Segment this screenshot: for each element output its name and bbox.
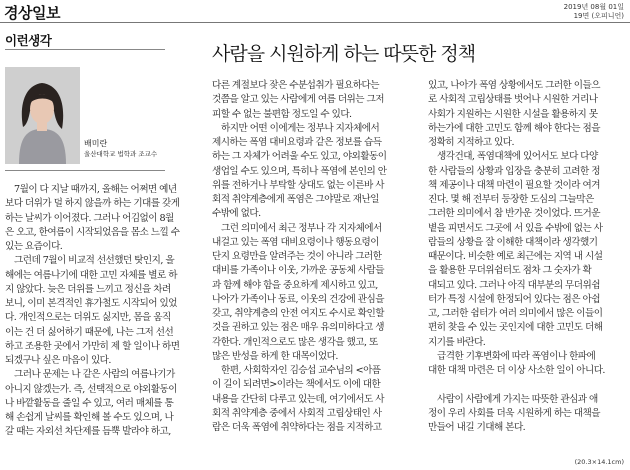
text-line: 급격한 기후변화에 따라 폭염이나 한파에 — [428, 350, 596, 362]
text-line: 볕을 피면서도 그곳에 서 있을 수밖에 없는 사 — [428, 222, 603, 234]
newspaper-masthead: 경상일보 — [4, 4, 60, 22]
text-line: 회적 취약계층 중에서 사회적 고립상태인 사 — [212, 407, 382, 419]
text-line: 하지만 어떤 이에게는 정부나 지자체에서 — [212, 122, 380, 134]
text-line: 사회가 지원하는 시원한 시설을 활용하지 못 — [428, 108, 598, 120]
text-line: 이는 건 더 싫어하기 때문에, 나는 그저 선선 — [5, 326, 174, 338]
text-line: 정이 우리 사회를 더욱 시원하게 하는 대책을 — [428, 407, 600, 419]
text-line: 터가 특정 시설에 한정되어 있다는 점은 아쉽 — [428, 293, 600, 305]
text-line: 을 활용한 무더위쉼터도 점차 그 숫자가 확 — [428, 265, 592, 277]
author-name: 배미란 — [84, 139, 108, 148]
text-line: 해에는 여름나기에 대한 고민 자체를 별로 하 — [5, 269, 177, 281]
text-line: 아니지 않겠는가. 즉, 선택적으로 야외활동이 — [5, 383, 177, 395]
text-line: 대비를 가족이나 이웃, 가까운 공동체 사람들 — [212, 265, 384, 277]
text-line: 것쯤을 알고 있는 사람에게 여름 더위는 그저 — [212, 94, 384, 106]
text-line: 로 사회적 고립상태를 벗어나 시원한 거리나 — [428, 94, 598, 106]
text-line: 하는 날씨가 이어졌다. 그러나 어김없이 8월 — [5, 212, 174, 224]
publication-info — [564, 3, 624, 21]
publication-date: 2019년 08월 01일 — [563, 3, 624, 11]
text-line: 과 함께 해야 함을 중요하게 제시하고 있고, — [212, 279, 378, 291]
text-line: 다른 계절보다 잦은 수분섭취가 필요하다는 — [212, 80, 379, 91]
text-line — [428, 378, 625, 392]
text-line: 람들의 상황을 잘 이해한 대책이라 생각했기 — [428, 236, 598, 248]
text-line: 람은 더욱 폭염에 취약하다는 점을 지적하고 — [212, 422, 382, 433]
author-photo — [5, 67, 80, 164]
text-line: 나아가 가족이나 동료, 이웃의 건강에 관심을 — [212, 293, 384, 305]
text-line: 제시하는 폭염 대비요령과 같은 정보를 습득 — [212, 137, 382, 148]
author-affiliation: 울산대학교 법학과 조교수 — [84, 150, 158, 158]
text-line: 위를 전하거나 부탁할 상대도 없는 이른바 사 — [212, 179, 384, 191]
article-column-1 — [5, 183, 205, 440]
text-line: 한 사람들의 상황과 입장을 충분히 고려한 정 — [428, 165, 600, 177]
text-line: 대한 대책 마련은 더 이상 사소한 일이 아니다. — [428, 365, 605, 376]
text-line: 많은 반성을 하게 한 대목이었다. — [212, 350, 338, 362]
clipping-size-note: (20.3×14.1cm) — [574, 458, 624, 466]
text-line: 이 길이 되려면>이라는 책에서도 이에 대한 — [212, 379, 381, 391]
text-line: 하는 그 자체가 어려울 수도 있고, 야외활동이 — [212, 151, 387, 163]
text-line: 그러나 문제는 나 같은 사람의 여름나기가 — [5, 369, 175, 381]
column-name-rule — [5, 49, 165, 50]
text-line: 있는 요즘이다. — [5, 241, 63, 252]
text-line: 보다 더위가 덜 하지 않을까 하는 기대를 갖게 — [5, 198, 180, 210]
article-headline: 사람을 시원하게 하는 따뜻한 정책 — [212, 43, 476, 65]
text-line: 7월이 다 지날 때까지, 올해는 어쩌면 예년 — [5, 184, 177, 195]
text-line: 생각건대, 폭염대책에 있어서도 보다 다양 — [428, 151, 598, 163]
column-name: 이런생각 — [5, 33, 52, 48]
text-line: 만들어 내길 기대해 본다. — [428, 422, 526, 433]
text-line: 갈 때는 자외선 차단제를 듬뿍 발라야 하고, — [5, 426, 171, 438]
text-line: 회적 취약계층에게 폭염은 그야말로 재난일 — [212, 194, 379, 205]
text-line: 내걸고 있는 폭염 대비요령이나 행동요령이 — [212, 236, 379, 248]
text-line: 다. 개인적으로는 더위도 싫지만, 몸을 움직 — [5, 312, 171, 324]
text-line: 내용을 간단히 다루고 있는데, 여기에서도 사 — [212, 393, 384, 405]
text-line: 각한다. 개인적으로도 많은 생각을 했고, 또 — [212, 336, 378, 348]
text-line: 대되고 있다. 그러나 아직 대부분의 무더위쉼 — [428, 279, 600, 291]
text-line: 하고 조용한 곳에서 가만히 제 할 일이나 하면 — [5, 340, 180, 352]
text-line: 되겠구나 싶은 마음이 있다. — [5, 355, 111, 366]
text-line: 사람이 사람에게 가지는 따뜻한 관심과 애 — [428, 393, 598, 405]
text-line: 한편, 사회학자인 김승섭 교수님의 <아픔 — [212, 365, 381, 376]
text-line: 하는가에 대한 고민도 함께 해야 한다는 점을 — [428, 122, 600, 134]
text-line: 지기를 바란다. — [428, 336, 486, 348]
publication-page: 19면 (오피니언) — [573, 12, 624, 20]
text-line: 그러한 의미에서 참 반가운 것이었다. 뜨거운 — [428, 208, 600, 220]
text-line: 생업일 수도 있으며, 특히나 폭염에 본인의 안 — [212, 165, 387, 177]
text-line: 책 제공이나 대책 마련이 필요할 것이라 여겨 — [428, 179, 600, 191]
text-line: 그런데 7월이 비교적 선선했던 탓인지, 올 — [5, 255, 175, 267]
text-line: 그런 의미에서 최근 정부나 각 지자체에서 — [212, 222, 382, 234]
text-line: 있고, 나아가 폭염 상황에서도 그러한 이들으 — [428, 80, 600, 91]
text-line: 진다. 몇 해 전부터 등장한 도심의 그늘막은 — [428, 194, 594, 205]
article-column-3 — [428, 79, 625, 435]
author-portrait-image — [5, 67, 80, 164]
text-line: 정확히 지적하고 있다. — [428, 137, 514, 148]
top-rule — [0, 22, 630, 23]
text-line: 단지 요령만을 알려주는 것이 아니라 그러한 — [212, 251, 382, 262]
text-line: 갖고, 취약계층의 안전 여지도 수시로 확인할 — [212, 308, 384, 319]
text-line: 나 바깥활동을 줄일 수 있고, 여러 매체를 통 — [5, 397, 174, 409]
text-line: 은 오고, 한여름이 시작되었음을 몸소 느낄 수 — [5, 226, 180, 238]
text-line: 지 않았다. 늦은 더위를 느끼고 정신을 차려 — [5, 283, 171, 295]
text-line: 피할 수 없는 불편함 정도일 수 있다. — [212, 108, 352, 120]
text-line: 편히 찾을 수 있는 곳인지에 대한 고민도 더해 — [428, 322, 603, 334]
text-line: 수밖에 없다. — [212, 208, 261, 220]
text-line: 보니, 이미 본격적인 휴가철도 시작되어 있었 — [5, 298, 177, 309]
text-line: 해 손쉽게 날씨를 확인해 볼 수도 있으며, 나 — [5, 412, 174, 423]
article-column-2 — [212, 79, 415, 435]
text-line: 고, 그러한 쉼터가 여러 의미에서 많은 이들이 — [428, 308, 603, 319]
text-line: 것을 권하고 있는 점은 매우 유의미하다고 생 — [212, 322, 384, 334]
text-line: 때문이다. 비슷한 예로 최근에는 지역 내 시설 — [428, 251, 603, 262]
photo-rule — [5, 170, 165, 171]
